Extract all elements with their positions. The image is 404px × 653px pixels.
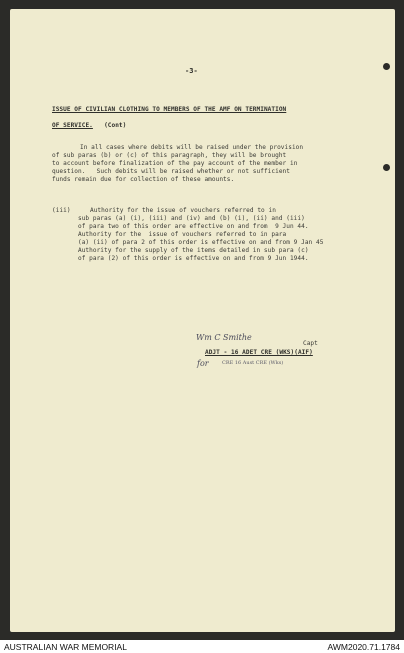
- paragraph-2-line: of para two of this order are effective on and from 9 Jun 44.: [78, 223, 309, 230]
- footer-institution: AUSTRALIAN WAR MEMORIAL: [4, 642, 127, 652]
- heading-line-1: ISSUE OF CIVILIAN CLOTHING TO MEMBERS OF THE AMF ON TERMINATION: [52, 106, 287, 113]
- paragraph-1-line: In all cases where debits will be raised under the provision: [80, 144, 304, 151]
- paragraph-2-line: sub paras (a) (i), (iii) and (iv) and (b) (i), (ii) and (iii): [78, 215, 305, 222]
- heading-cont: (Cont): [104, 122, 127, 129]
- punch-hole-bottom: [383, 164, 390, 171]
- for-text: for: [197, 359, 209, 368]
- punch-hole-top: [383, 63, 390, 70]
- footer-bar: [0, 640, 404, 653]
- rubber-stamp: CRE 16 Aust CRE (Wks): [222, 360, 284, 366]
- paragraph-2-line: (a) (ii) of para 2 of this order is effective on and from 9 Jan 45: [78, 239, 324, 246]
- heading-line-2-row: [52, 122, 126, 130]
- rank: Capt: [303, 340, 318, 347]
- paragraph-2-line: Authority for the issue of vouchers referred to in para: [78, 231, 287, 238]
- paragraph-1-line: of sub paras (b) or (c) of this paragraph, they will be brought: [52, 152, 287, 159]
- paragraph-1-line: question. Such debits will be raised whether or not sufficient: [52, 168, 290, 175]
- heading-line-2: OF SERVICE.: [52, 122, 93, 129]
- signature-block: ADJT - 16 ADET CRE (WKS)(AIF): [205, 349, 313, 356]
- paragraph-2-line: Authority for the supply of the items detailed in sub para (c): [78, 247, 309, 254]
- paragraph-1-line: to account before finalization of the pay account of the member in: [52, 160, 298, 167]
- document-page: [10, 9, 395, 632]
- paragraph-1-line: funds remain due for collection of these amounts.: [52, 176, 235, 183]
- paragraph-2-line: Authority for the issue of vouchers referred to in: [90, 207, 276, 214]
- handwritten-signature: Wm C Smithe: [196, 333, 252, 342]
- paragraph-2-line: of para (2) of this order is effective on and from 9 Jun 1944.: [78, 255, 309, 262]
- footer-accession-number: AWM2020.71.1784: [327, 642, 400, 652]
- item-label: (iii): [52, 207, 71, 214]
- page-number: -3-: [185, 67, 198, 75]
